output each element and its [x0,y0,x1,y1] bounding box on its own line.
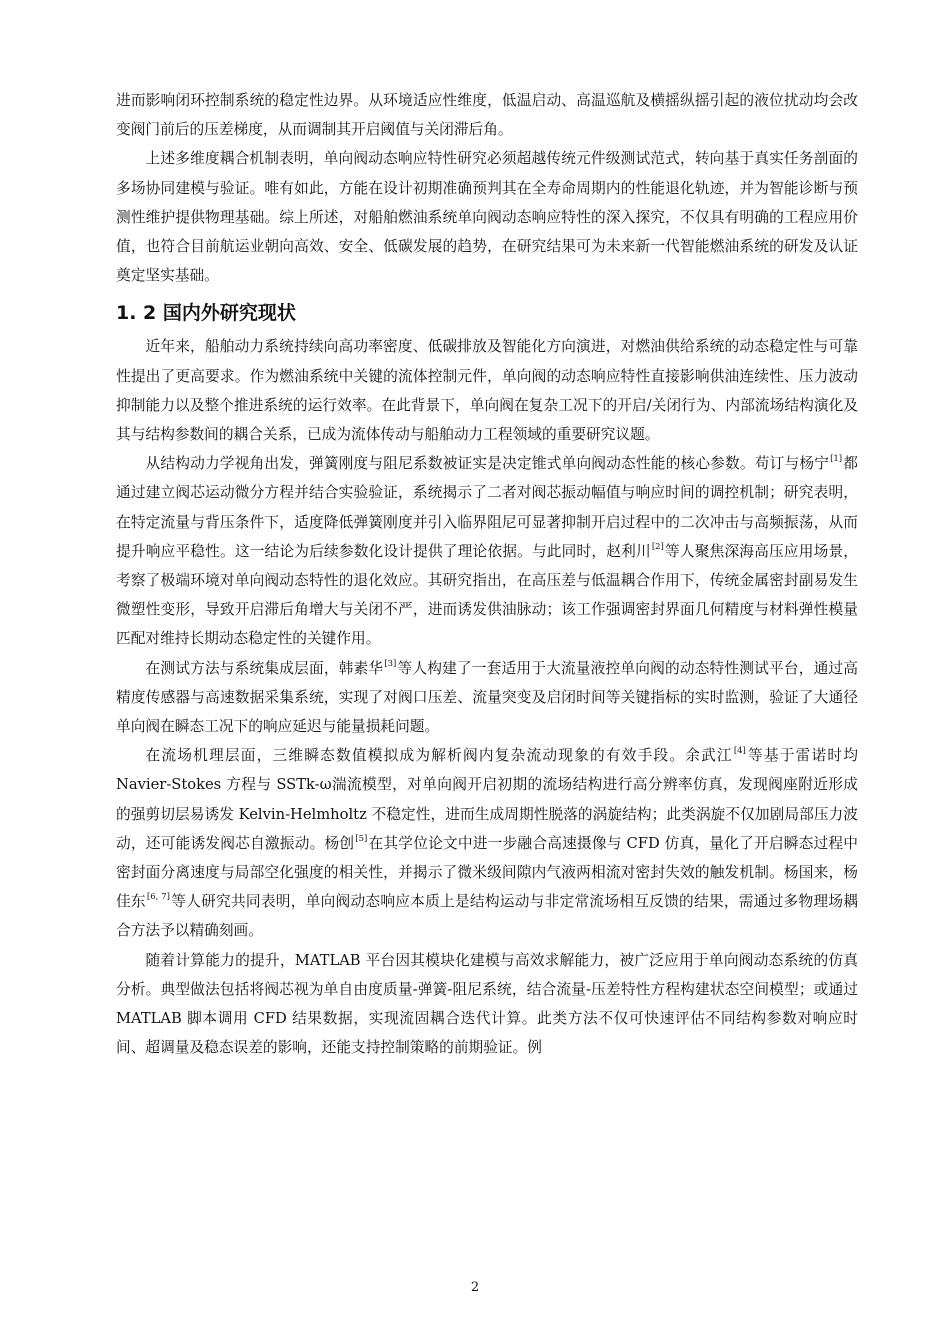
section-heading: 1. 2 国内外研究现状 [116,302,296,325]
paragraph [116,332,858,449]
paragraph [116,654,858,742]
paragraph [116,144,858,290]
paragraph-text: 都通过建立阀芯运动微分方程并结合实验验证，系统揭示了二者对阀芯振动幅值与响应时间的调控机制；研究表明，在特定流量与背压条件下，适度降低弹簧刚度并引入临界阻尼可显著抑制开启过程中的二次冲击与高频振荡，从而提升响应平稳性。这一结论为后续参数化设计提供了理论依据。与此同时，赵利川 [116,455,858,560]
paragraph-text: 在测试方法与系统集成层面，韩素华 [145,659,384,677]
page-number: 2 [470,1280,480,1295]
paragraph-text: 上述多维度耦合机制表明，单向阀动态响应特性研究必须超越传统元件级测试范式，转向基于真实任务剖面的多场协同建模与验证。唯有如此，方能在设计初期准确预判其在全寿命周期内的性能退化轨迹，并为智能诊断与预测性维护提供物理基础。综上所述，对船舶燃油系统单向阀动态响应特性的深入探究，不仅具有明确的工程应用价值，也符合目前航运业朝向高效、安全、低碳发展的趋势，在研究结果可为未来新一代智能燃油系统的研发及认证奠定坚实基础。 [116,150,858,285]
citation-ref: [1] [830,454,843,465]
citation-ref: [2] [651,541,664,552]
paragraph-text: 从结构动力学视角出发，弹簧刚度与阻尼系数被证实是决定锥式单向阀动态性能的核心参数。苟订与杨宁 [145,455,830,473]
citation-ref: [6, 7] [146,892,170,903]
paragraph [116,449,858,653]
citation-ref: [4] [733,746,746,757]
paragraph-text: 等人研究共同表明，单向阀动态响应本质上是结构运动与非定常流场相互反馈的结果，需通过多物理场耦合方法予以精确刻画。 [116,893,858,940]
paragraph-text: 进而影响闭环控制系统的稳定性边界。从环境适应性维度，低温启动、高温巡航及横摇纵摇引起的液位扰动均会改变阀门前后的压差梯度，从而调制其开启阈值与关闭滞后角。 [116,92,858,139]
paragraph-text: 等基于雷诺时均 Navier-Stokes 方程与 SSTk-ω湍流模型，对单向阀开启初期的流场结构进行高分辨率仿真，发现阀座附近形成的强剪切层易诱发 Kelvin-Helmholtz 不稳定性，进而生成周期性脱落的涡旋结构；此类涡旋不仅加剧局部压力波动，还可能诱发阀芯自激振动。杨创 [116,747,858,852]
paragraph-text: 等人构建了一套适用于大流量液控单向阀的动态特性测试平台，通过高精度传感器与高速数据采集系统，实现了对阀口压差、流量突变及启闭时间等关键指标的实时监测，验证了大通径单向阀在瞬态工况下的响应延迟与能量损耗问题。 [116,659,858,736]
citation-ref: [3] [384,658,397,669]
paragraph-text: 在流场机理层面，三维瞬态数值模拟成为解析阀内复杂流动现象的有效手段。余武江 [145,747,733,765]
citation-ref: [5] [355,833,368,844]
paragraph-continuation [116,86,858,144]
paragraph [116,741,858,945]
paragraph-text: 在其学位论文中进一步融合高速摄像与 CFD 仿真，量化了开启瞬态过程中密封面分离速度与局部空化强度的相关性，并揭示了微米级间隙内气液两相流对密封失效的触发机制。杨国来，杨佳东 [116,834,858,911]
paragraph-text: 近年来，船舶动力系统持续向高功率密度、低碳排放及智能化方向演进，对燃油供给系统的动态稳定性与可靠性提出了更高要求。作为燃油系统中关键的流体控制元件，单向阀的动态响应特性直接影响供油连续性、压力波动抑制能力以及整个推进系统的运行效率。在此背景下，单向阀在复杂工况下的开启/关闭行为、内部流场结构演化及其与结构参数间的耦合关系，已成为流体传动与船舶动力工程领域的重要研究议题。 [116,338,858,444]
paragraph-text: 等人聚焦深海高压应用场景，考察了极端环境对单向阀动态特性的退化效应。其研究指出，在高压差与低温耦合作用下，传统金属密封副易发生微塑性变形，导致开启滞后角增大与关闭不严，进而诱发供油脉动；该工作强调密封界面几何精度与材料弹性模量匹配对维持长期动态稳定性的关键作用。 [116,542,858,648]
page-body [116,86,858,1063]
paragraph [116,946,858,1063]
paragraph-text: 随着计算能力的提升，MATLAB 平台因其模块化建模与高效求解能力，被广泛应用于单向阀动态系统的仿真分析。典型做法包括将阀芯视为单自由度质量-弹簧-阻尼系统，结合流量-压差特性方程构建状态空间模型；或通过 MATLAB 脚本调用 CFD 结果数据，实现流固耦合迭代计算。此类方法不仅可快速评估不同结构参数对响应时间、超调量及稳态误差的影响，还能支持控制策略的前期验证。例 [116,951,858,1057]
